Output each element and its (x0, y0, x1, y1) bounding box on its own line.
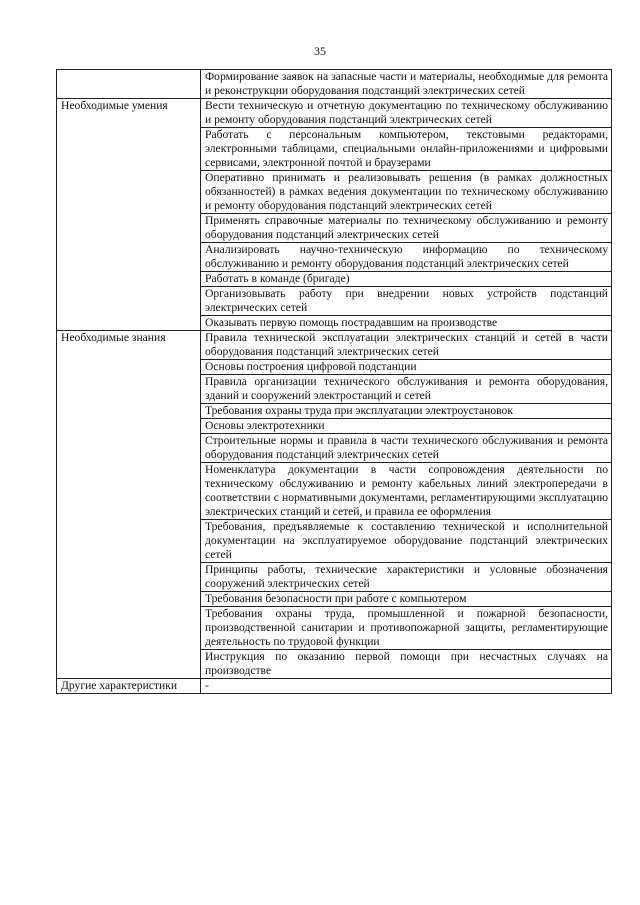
requirement-item: Анализировать научно-техническую информацию по техническому обслуживанию и ремонту оборудования подстанций электрических сетей (201, 243, 612, 272)
requirement-item: Оперативно принимать и реализовывать решения (в рамках должностных обязанностей) в рамках ведения документации по техническому обслуживанию и ремонту оборудования подстанций электрических сетей (201, 171, 612, 214)
requirement-item: Основы построения цифровой подстанции (201, 360, 612, 375)
requirement-item: Правила технической эксплуатации электрических станций и сетей в части оборудования подстанций электрических сетей (201, 331, 612, 360)
requirement-item: Вести техническую и отчетную документацию по техническому обслуживанию и ремонту оборудования подстанций электрических сетей (201, 99, 612, 128)
requirement-item: Требования безопасности при работе с компьютером (201, 592, 612, 607)
page-number: 35 (314, 44, 326, 58)
requirement-item: Работать с персональным компьютером, текстовыми редакторами, электронными таблицами, специальными онлайн-приложениями и цифровыми сервисами, электронной почтой и браузерами (201, 128, 612, 171)
table-row (57, 679, 612, 694)
requirement-item: Инструкция по оказанию первой помощи при несчастных случаях на производстве (201, 650, 612, 679)
table-row (57, 70, 612, 99)
requirement-item: Принципы работы, технические характеристики и условные обозначения сооружений электрических сетей (201, 563, 612, 592)
requirement-item: Требования, предъявляемые к составлению технической и исполнительной документации на эксплуатируемое оборудование подстанций электрических сетей (201, 520, 612, 563)
requirement-item: Организовывать работу при внедрении новых устройств подстанций электрических сетей (201, 287, 612, 316)
requirement-item: Работать в команде (бригаде) (201, 272, 612, 287)
requirement-item: Оказывать первую помощь пострадавшим на производстве (201, 316, 612, 331)
section-label (57, 70, 201, 99)
requirement-item: Требования охраны труда, промышленной и пожарной безопасности, производственной санитарии и противопожарной защиты, регламентирующие деятельность по трудовой функции (201, 607, 612, 650)
requirement-item: Строительные нормы и правила в части технического обслуживания и ремонта оборудования подстанций электрических сетей (201, 434, 612, 463)
requirement-item: Номенклатура документации в части сопровождения деятельности по техническому обслуживанию и ремонту кабельных линий электропередачи в соответствии с нормативными документами, регламентирующими эксплуатацию электрических станций и сетей, и правила ее оформления (201, 463, 612, 520)
requirement-item: Правила организации технического обслуживания и ремонта оборудования, зданий и сооружений электростанций и сетей (201, 375, 612, 404)
table-row (57, 331, 612, 360)
section-label: Необходимые знания (57, 331, 201, 679)
requirement-item: - (201, 679, 612, 694)
section-label: Необходимые умения (57, 99, 201, 331)
requirement-item: Формирование заявок на запасные части и материалы, необходимые для ремонта и реконструкции оборудования подстанций электрических сетей (201, 70, 612, 99)
requirements-table (56, 69, 612, 694)
requirement-item: Применять справочные материалы по техническому обслуживанию и ремонту оборудования подстанций электрических сетей (201, 214, 612, 243)
requirement-item: Основы электротехники (201, 419, 612, 434)
requirement-item: Требования охраны труда при эксплуатации электроустановок (201, 404, 612, 419)
section-label: Другие характеристики (57, 679, 201, 694)
table-row (57, 99, 612, 128)
